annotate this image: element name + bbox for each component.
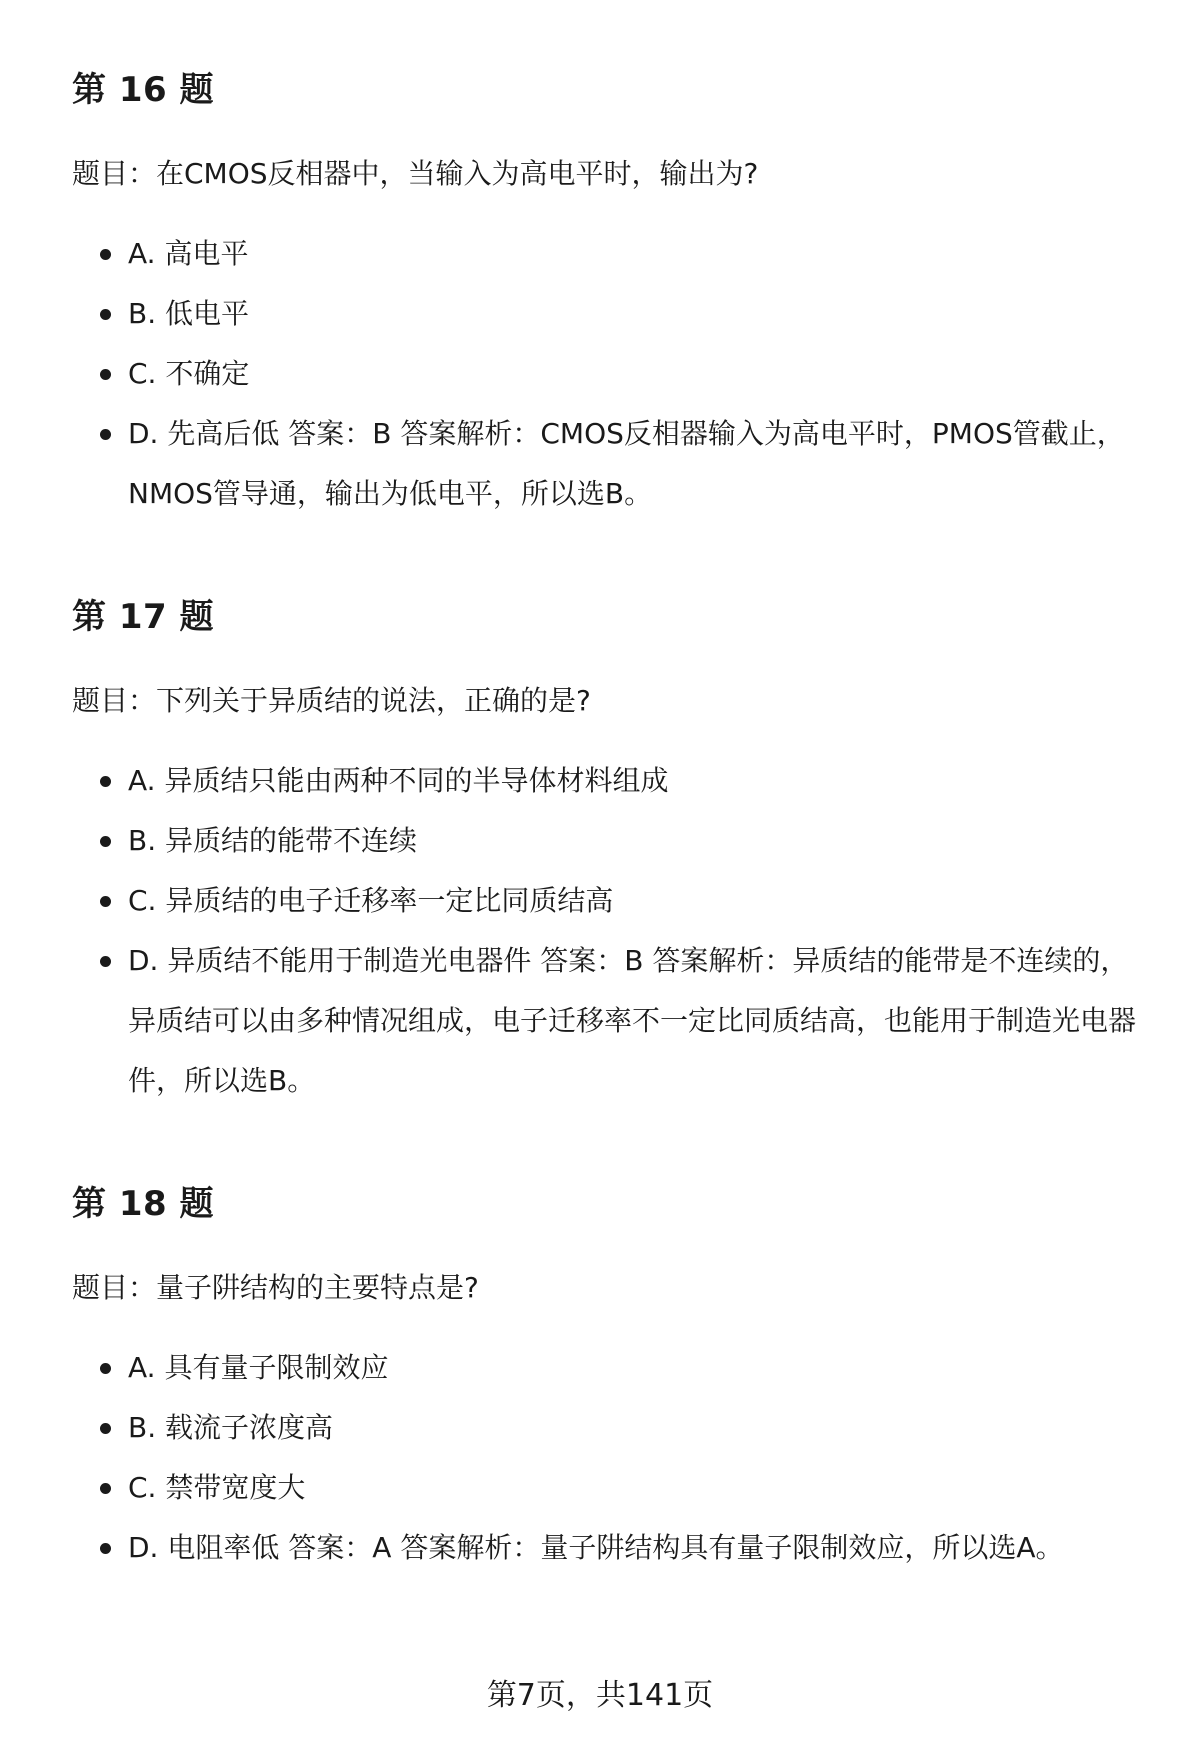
question-18 bbox=[72, 1180, 1142, 1564]
option-text-with-answer: D. 电阻率低 答案：A 答案解析：量子阱结构具有量子限制效应，所以选A。 bbox=[128, 1531, 1064, 1564]
question-16 bbox=[72, 66, 1142, 510]
question-prompt: 题目：下列关于异质结的说法，正确的是? bbox=[72, 684, 591, 717]
option-item bbox=[72, 751, 1142, 811]
option-item bbox=[72, 344, 1142, 404]
option-text: C. 禁带宽度大 bbox=[128, 1471, 306, 1504]
option-item bbox=[72, 871, 1142, 931]
question-heading: 第 16 题 bbox=[72, 70, 214, 110]
option-list bbox=[72, 751, 1142, 1111]
page-number-footer: 第7页，共141页 bbox=[486, 1678, 714, 1713]
bullet-icon bbox=[100, 836, 111, 847]
question-17 bbox=[72, 593, 1142, 1097]
option-text: A. 高电平 bbox=[128, 237, 249, 270]
option-item bbox=[72, 284, 1142, 344]
bullet-icon bbox=[100, 309, 111, 320]
option-item bbox=[72, 811, 1142, 871]
option-item bbox=[72, 224, 1142, 284]
bullet-icon bbox=[100, 1543, 111, 1554]
bullet-icon bbox=[100, 249, 111, 260]
bullet-icon bbox=[100, 1363, 111, 1374]
question-heading: 第 17 题 bbox=[72, 597, 214, 637]
question-prompt: 题目：量子阱结构的主要特点是? bbox=[72, 1271, 479, 1304]
bullet-icon bbox=[100, 1483, 111, 1494]
bullet-icon bbox=[100, 369, 111, 380]
option-text: C. 异质结的电子迁移率一定比同质结高 bbox=[128, 884, 614, 917]
bullet-icon bbox=[100, 896, 111, 907]
option-text: A. 异质结只能由两种不同的半导体材料组成 bbox=[128, 764, 669, 797]
option-item bbox=[72, 1458, 1142, 1518]
option-text: C. 不确定 bbox=[128, 357, 250, 390]
question-heading: 第 18 题 bbox=[72, 1184, 214, 1224]
option-item bbox=[72, 1398, 1142, 1458]
option-item bbox=[72, 1338, 1142, 1398]
option-list bbox=[72, 224, 1142, 524]
bullet-icon bbox=[100, 1423, 111, 1434]
option-text: A. 具有量子限制效应 bbox=[128, 1351, 389, 1384]
bullet-icon bbox=[100, 956, 111, 967]
option-text-with-answer: D. 异质结不能用于制造光电器件 答案：B 答案解析：异质结的能带是不连续的，异质结可以由多种情况组成，电子迁移率不一定比同质结高，也能用于制造光电器件，所以选B。 bbox=[128, 944, 1137, 1097]
bullet-icon bbox=[100, 776, 111, 787]
option-text-with-answer: D. 先高后低 答案：B 答案解析：CMOS反相器输入为高电平时，PMOS管截止，NMOS管导通，输出为低电平，所以选B。 bbox=[128, 417, 1125, 510]
option-text: B. 低电平 bbox=[128, 297, 250, 330]
option-text: B. 异质结的能带不连续 bbox=[128, 824, 418, 857]
option-text: B. 载流子浓度高 bbox=[128, 1411, 334, 1444]
option-item bbox=[72, 931, 1142, 1111]
question-prompt: 题目：在CMOS反相器中，当输入为高电平时，输出为? bbox=[72, 157, 759, 190]
option-item bbox=[72, 404, 1142, 524]
option-item bbox=[72, 1518, 1142, 1578]
bullet-icon bbox=[100, 429, 111, 440]
option-list bbox=[72, 1338, 1142, 1578]
